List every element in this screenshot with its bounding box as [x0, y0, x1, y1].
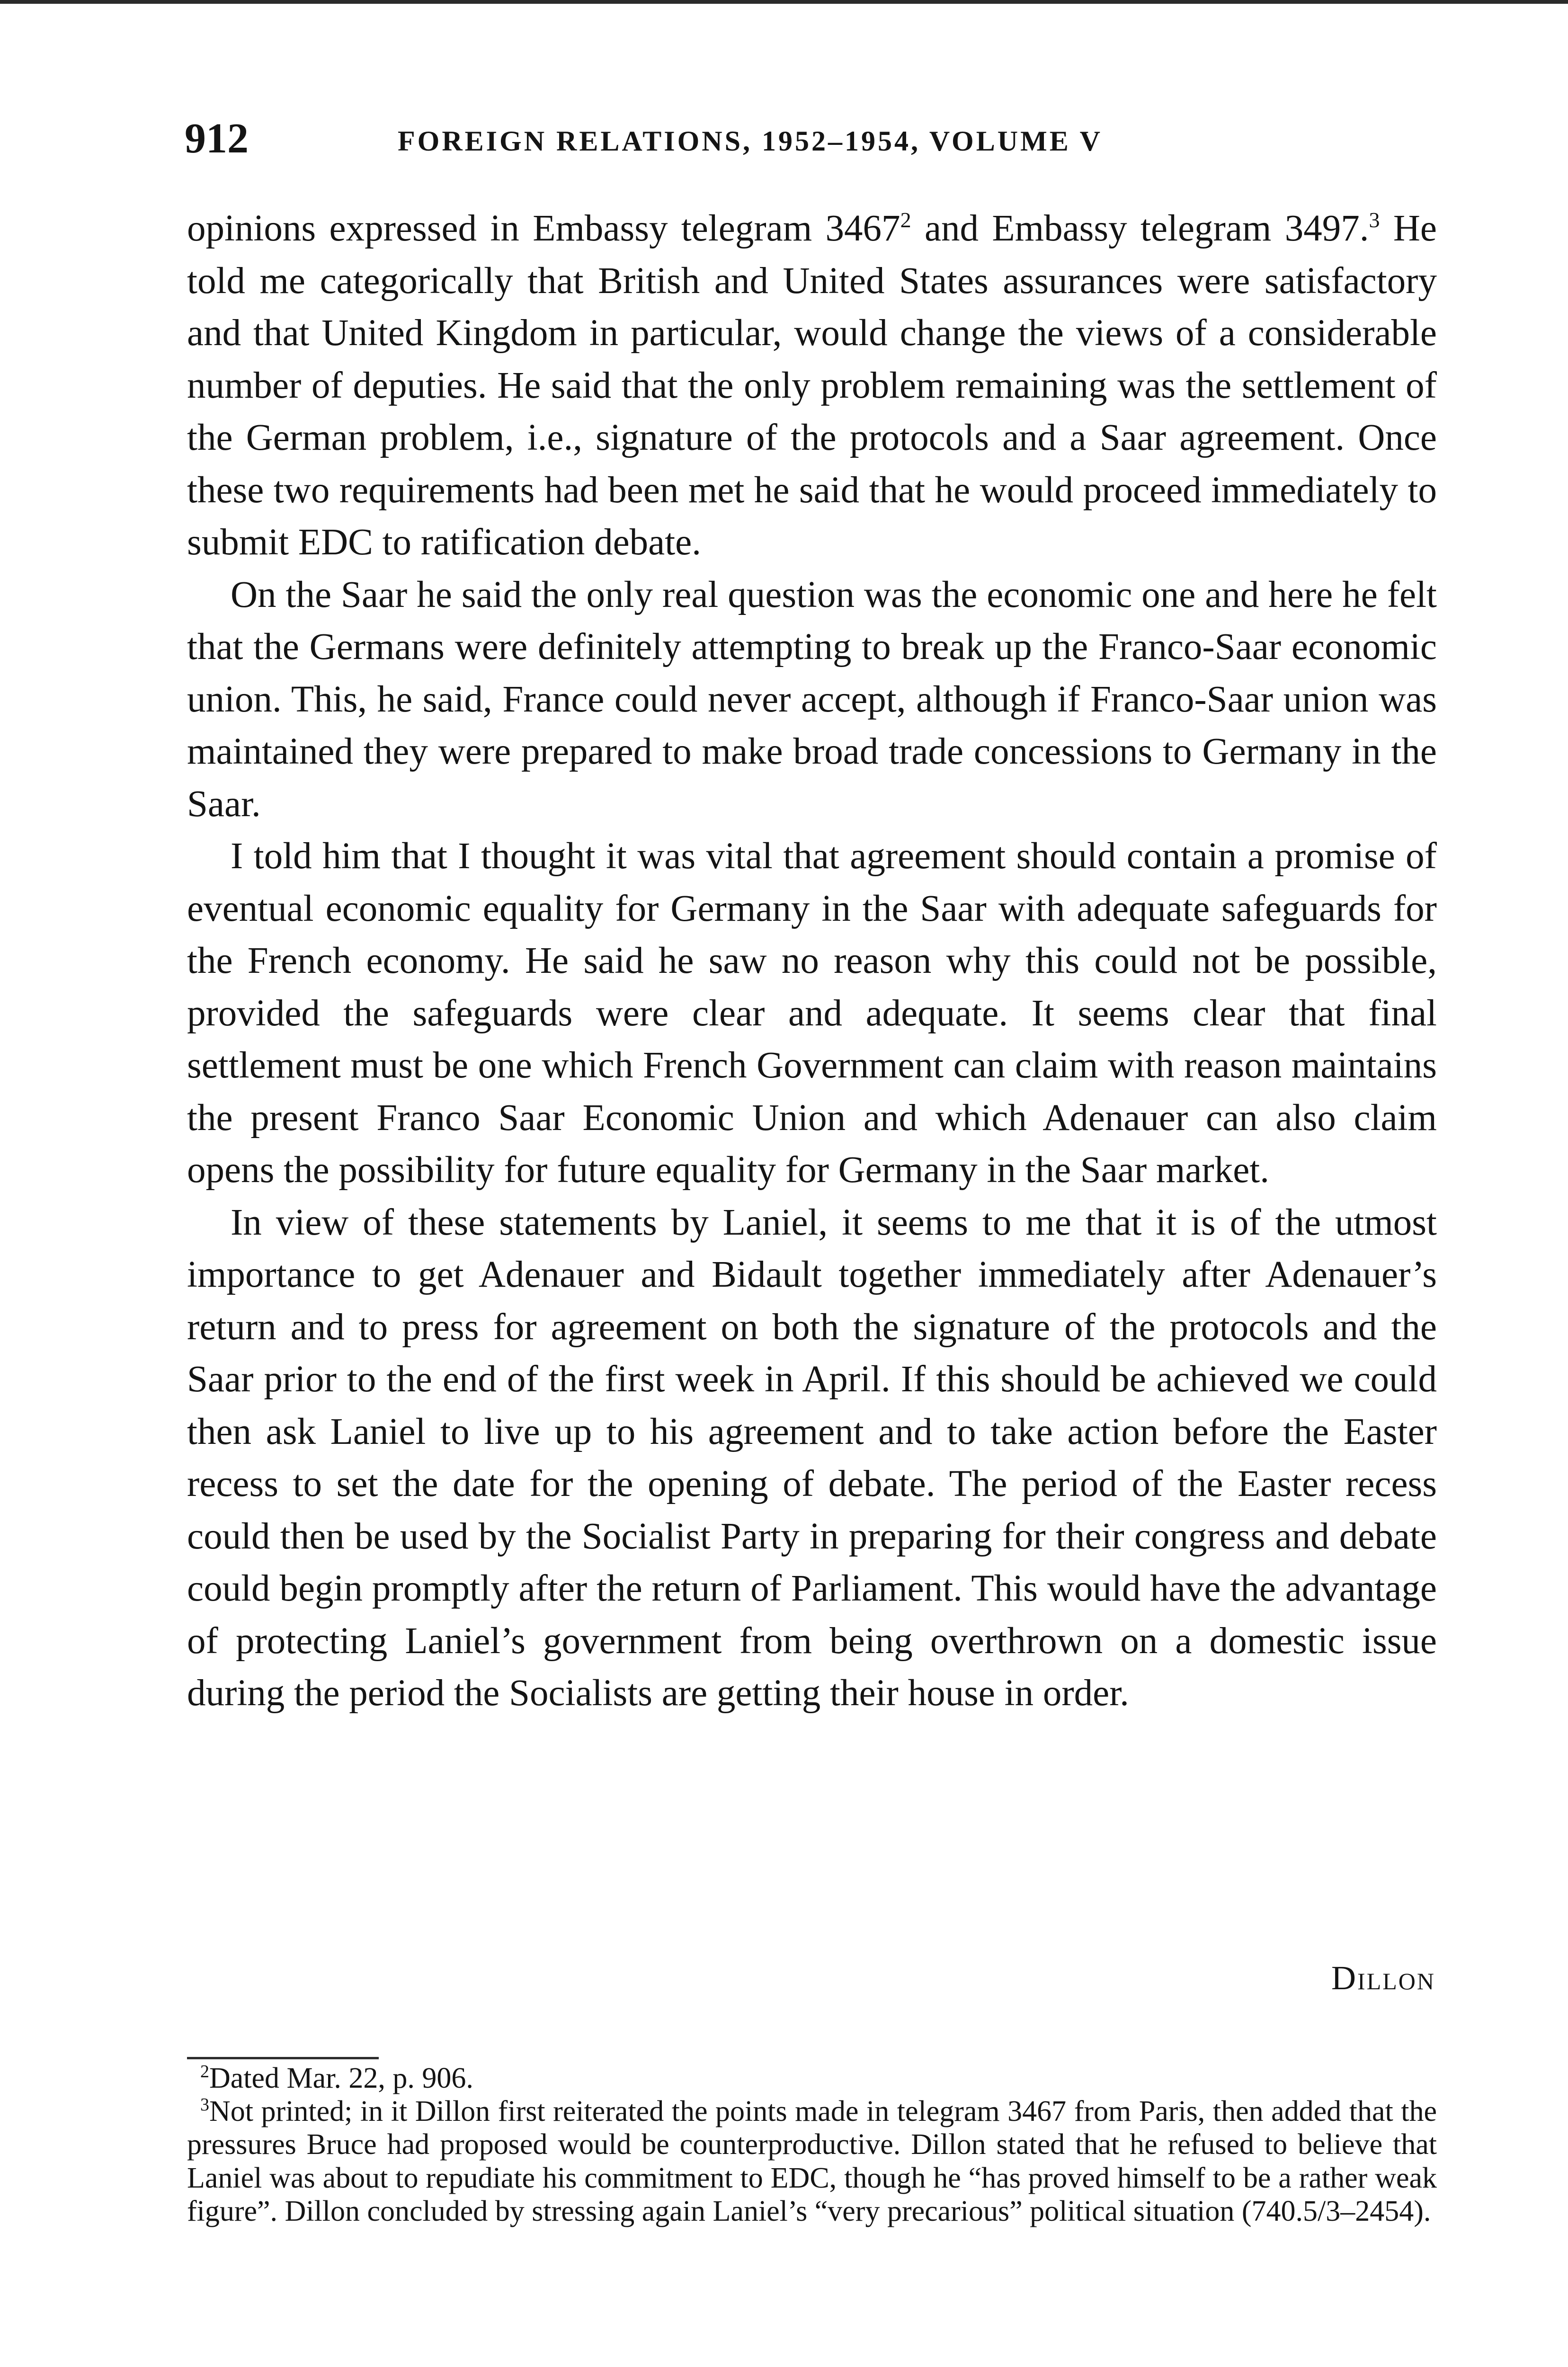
running-title: FOREIGN RELATIONS, 1952–1954, VOLUME V: [398, 125, 1103, 157]
footnote-ref-2: 2: [900, 208, 911, 232]
body-text: [187, 203, 1437, 1720]
footnotes: [187, 2062, 1437, 2228]
page-header: [185, 113, 1439, 165]
paragraph-1-end: He told me categorically that British and United States assurances were satisfactory and that United Kingdom in particular, would change the views of a considerable number of deputies. He said that the only problem remaining was the settlement of the German problem, i.e., signature of the protocols and a Saar agreement. Once these two requirements had been met he said that he would proceed immediately to submit EDC to ratification debate.: [187, 208, 1437, 563]
footnote-divider: [187, 2057, 379, 2059]
footnote-2: [187, 2062, 1437, 2095]
paragraph-2: On the Saar he said the only real question was the economic one and here he felt that the Germans were definitely attempting to break up the Franco-Saar economic union. This, he said, France could never accept, although if Franco-Saar union was maintained they were prepared to make broad trade concessions to Germany in the Saar.: [187, 574, 1437, 825]
paragraph-1-start: opinions expressed in Embassy telegram 3467: [187, 208, 900, 249]
paragraph-1-middle: and Embassy telegram 3497.: [911, 208, 1369, 249]
signature-dillon: Dillon: [1331, 1959, 1435, 1997]
footnote-3: [187, 2095, 1437, 2228]
footnote-3-number: 3: [200, 2095, 209, 2115]
paragraph-3: I told him that I thought it was vital that agreement should contain a promise of eventual economic equality for Germany in the Saar with adequate safeguards for the French economy. He said he saw no reason why this could not be possible, provided the safeguards were clear and adequate. It seems clear that final settlement must be one which French Government can claim with reason maintains the present Franco Saar Economic Union and which Adenauer can also claim opens the possibility for future equality for Germany in the Saar market.: [187, 836, 1437, 1191]
footnote-3-text: Not printed; in it Dillon first reiterated the points made in telegram 3467 from Paris, then added that the pressures Bruce had proposed would be counterproductive. Dillon stated that he refused to believe that Laniel was about to repudiate his commitment to EDC, though he “has proved himself to be a rather weak figure”. Dillon concluded by stressing again Laniel’s “very precarious” political situation (740.5/3–2454).: [187, 2095, 1437, 2227]
paragraph-4: In view of these statements by Laniel, it seems to me that it is of the utmost importance to get Adenauer and Bidault together immediately after Adenauer’s return and to press for agreement on both the signature of the protocols and the Saar prior to the end of the first week in April. If this should be achieved we could then ask Laniel to live up to his agreement and to take action before the Easter recess to set the date for the opening of debate. The period of the Easter recess could then be used by the Socialist Party in preparing for their congress and debate could begin promptly after the return of Parliament. This would have the advantage of protecting Laniel’s government from being overthrown on a domestic issue during the period the Socialists are getting their house in order.: [187, 1201, 1437, 1714]
page-number: 912: [185, 115, 249, 162]
paragraph-1: [187, 203, 1437, 569]
footnote-2-number: 2: [200, 2062, 209, 2082]
footnote-2-text: Dated Mar. 22, p. 906.: [209, 2062, 473, 2094]
footnote-ref-3: 3: [1369, 208, 1380, 232]
top-edge-rule: [0, 0, 1568, 4]
